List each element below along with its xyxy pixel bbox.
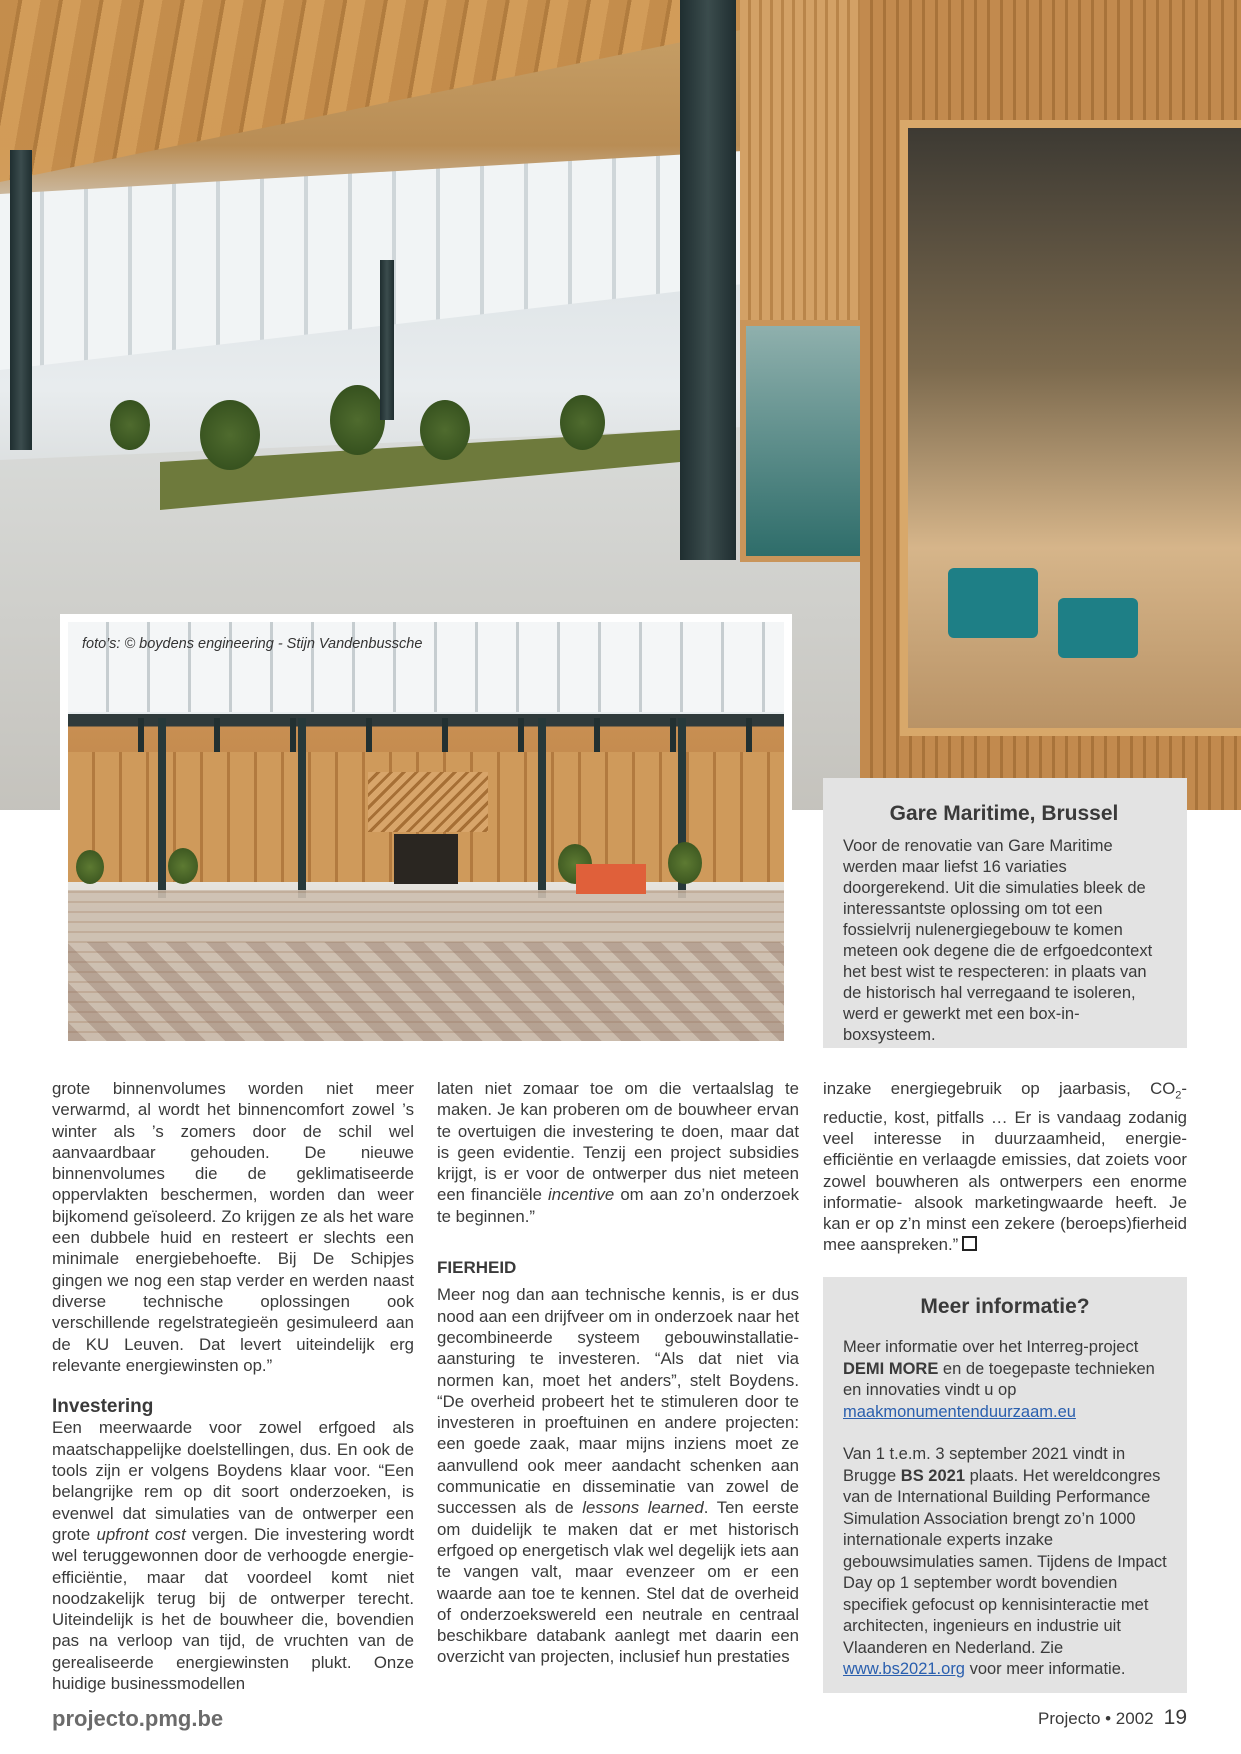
hero-main-column: [680, 0, 736, 560]
link-maakmonumentenduurzaam[interactable]: maakmonumentenduurzaam.eu: [843, 1402, 1076, 1421]
footer-issue: [1038, 1706, 1187, 1730]
article-column-1: [52, 1078, 414, 1694]
page-number: 19: [1163, 1706, 1187, 1729]
hero-tree: [200, 400, 260, 470]
inset-staircase: [368, 772, 488, 832]
inset-photo-hall-facade: [68, 622, 784, 1041]
info-box: [823, 1277, 1187, 1693]
inset-column: [538, 718, 546, 898]
caption-title: Gare Maritime, Brussel: [889, 802, 1119, 825]
inset-photo-frame: [60, 614, 792, 1049]
end-of-article-icon: [962, 1236, 977, 1251]
inset-orange-sign: [576, 864, 646, 894]
info-paragraph: Meer informatie over het Interreg-project DEMI MORE en de toegepaste technieken en innovaties vindt u op maakmonumentenduurzaam.eu: [843, 1338, 1155, 1421]
inset-column: [158, 718, 166, 898]
hero-box-in-box-interior: [900, 120, 1241, 736]
hero-column: [10, 150, 32, 450]
hero-tree: [560, 395, 605, 450]
caption-text: Voor de renovatie van Gare Maritime werden maar liefst 16 variaties doorgerekend. Uit die simulaties bleek de interessantste oplossing om tot een fossielvrij nulenergiegebouw te komen meteen ook degene die de erfgoedcontext het best wist te respecteren: in plaats van de historisch hal verregaand te isoleren, werd er gewerkt met een box-in-boxsysteem.: [843, 837, 1153, 1044]
inset-tree: [168, 848, 198, 884]
inset-paving-pattern: [68, 942, 784, 1041]
article-paragraph: laten niet zomaar toe om die vertaalslag te maken. Je kan proberen om de bouwheer ervan te overtuigen die investering te doen, maar dat is geen evidentie. Tenzij een project subsidies krijgt, is er voor de ontwerper dus niet meteen een financiële incentive om aan zo’n onderzoek te beginnen.”: [437, 1079, 799, 1226]
article-paragraph: inzake energiegebruik op jaarbasis, $CO_2$-reductie, kost, pitfalls … Er is vandaag zodanig veel interesse in duurzaamheid, energie-efficiëntie en verlaagde emissies, dat zoiets voor zowel bouwheren als ontwerpers een enorme informatie- alsook marketingwaarde heeft. Je kan er op z’n minst een zekere (beroeps)fierheid mee aanspreken.”: [823, 1079, 1187, 1255]
footer-website: projecto.pmg.be: [52, 1706, 224, 1731]
hero-seat: [1058, 598, 1138, 658]
heading-fierheid: FIERHEID: [437, 1258, 517, 1278]
link-bs2021[interactable]: www.bs2021.org: [843, 1660, 965, 1678]
hero-tree: [110, 400, 150, 450]
info-title: Meer informatie?: [920, 1295, 1090, 1318]
caption-box: [823, 778, 1187, 1048]
hero-tree: [420, 400, 470, 460]
footer-magazine-issue: Projecto • 2002: [1038, 1709, 1154, 1728]
inset-entrance: [394, 834, 458, 884]
photo-credit: foto’s: © boydens engineering - Stijn Vandenbussche: [82, 636, 423, 652]
heading-investering: Investering: [52, 1396, 154, 1418]
hero-seat: [948, 568, 1038, 638]
info-paragraph: Van 1 t.e.m. 3 september 2021 vindt in Brugge BS 2021 plaats. Het wereldcongres van de International Building Performance Simulation Association brengt zo’n 1000 internationale experts inzake gebouwsimulaties samen. Tijdens de Impact Day op 1 september wordt bovendien specifiek gefocust op kennisinteractie met architecten, ingenieurs en industrie uit Vlaanderen en Nederland. Zie www.bs2021.org voor meer informatie.: [843, 1445, 1167, 1678]
inset-tree: [76, 850, 104, 884]
hero-tree: [330, 385, 385, 455]
inset-column: [298, 718, 306, 898]
article-column-2: [437, 1078, 799, 1668]
hero-wood-upper-wall: [740, 0, 880, 320]
article-paragraph: Meer nog dan aan technische kennis, is er dus nood aan een drijfveer om in onderzoek naar het gecombineerde systeem gebouwinstallatie-aansturing te investeren. “Als dat niet via normen kan, moet het anders”, stelt Boydens. “De overheid probeert het te stimuleren door te investeren in proeftuinen en andere projecten: een goede zaak, maar mijns inziens moet ze aanvullend ook meer aandacht schenken aan communicatie en disseminatie van zowel de successen als de lessons learned. Ten eerste om duidelijk te maken dat er met historisch erfgoed op energetisch vlak wel degelijk iets aan te vangen valt, maar evenzeer om er een waarde aan toe te kennen. Stel dat de overheid of onderzoekswereld een neutrale en centraal beschikbare databank aanlegt met daarin een overzicht van projecten, inclusief hun prestaties: [437, 1285, 800, 1667]
inset-tree: [668, 842, 702, 884]
article-column-3: [823, 1078, 1187, 1256]
hero-column: [380, 260, 394, 420]
article-paragraph: grote binnenvolumes worden niet meer verwarmd, al wordt het binnencomfort zowel ’s winter als ’s zomers door de schil wel aanvaardbaar gehouden. De nieuwe binnenvolumes die de geklimatiseerde oppervlakten beschermen, worden dan weer bijkomend geïsoleerd. Zo krijgen ze als het ware een dubbele huid en resteert er slechts een minimale energiebehoefte. Bij De Schipjes gingen we nog een stap verder en werden naast diverse technische oplossingen ook verschillende regelstrategieën gesimuleerd aan de KU Leuven. Dat levert uiteindelijk erg relevante energiewinsten op.”: [52, 1079, 414, 1375]
article-paragraph: Een meerwaarde voor zowel erfgoed als maatschappelijke doelstellingen, dus. En ook de tools zijn er volgens Boydens klaar voor. “Een belangrijke rem op dit soort onderzoeken, is evenwel dat simulaties van de ontwerper een grote upfront cost vergen. Die investering wordt wel teruggewonnen door de verhoogde energie-efficiëntie, maar dat voordeel komt niet noodzakelijk terug bij de ontwerper terecht. Uiteindelijk is het de bouwheer die, bovendien pas na verloop van tijd, de vruchten van de gerealiseerde energiewinsten plukt. Onze huidige businessmodellen: [52, 1418, 414, 1694]
